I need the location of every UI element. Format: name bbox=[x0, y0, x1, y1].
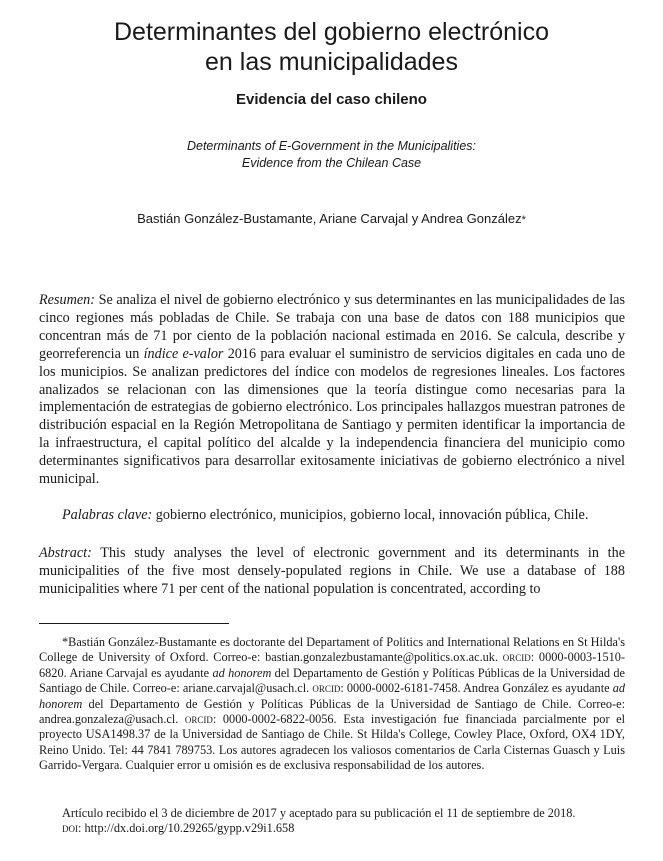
author-footnote-mark: * bbox=[521, 214, 526, 226]
ad-honorem-2: ad honorem bbox=[39, 681, 625, 711]
resumen-text-2: 2016 para evaluar el suministro de servicios digitales en cada uno de los municipios. Se analizan predictores del índice con modelos de regresiones lineales. Los factores analizados se relacionan con las dimensiones que la teoría distingue como necesarias para la implementación de estrategias de gobierno electrónico. Los principales hallazgos muestran patrones de distribución espacial en la Región Metropolitana de Santiago y permiten identificar la importancia de la infraestructura, el capital político del alcalde y la independencia financiera del municipio como determinantes significativos para desarrollar exitosamente iniciativas de gobierno electrónico a nivel municipal. bbox=[39, 345, 626, 488]
orcid-label-1: orcid bbox=[502, 650, 531, 665]
ad-honorem-1: ad honorem bbox=[212, 665, 272, 680]
english-title-line-2: Evidence from the Chilean Case bbox=[241, 156, 422, 170]
resumen-emphasis: índice e-valor bbox=[143, 345, 224, 362]
author-list bbox=[20, 211, 643, 228]
footnote-part-6: : 0000-0002-6822-0056. Esta investigación fue financiada parcialmente por el proyecto USA1498.37 de la Universidad de Santiago de Chile. St Hilda's College, Cowley Place, Oxford, OX4 1DY, Reino Unido. Tel: 44 7841 789753. Los autores agradecen los valiosos comentarios de Carla Cisternas Guasch y Luis Garrido-Vergara. Cualquier error u omisión es de exclusiva responsabilidad de los autores. bbox=[39, 712, 625, 773]
footnote-part-5: del Departamento de Gestión y Políticas Públicas de la Universidad de Santiago de Chile. Correo-e: andrea.gonzaleza@usach.cl. bbox=[39, 696, 625, 727]
resumen-label: Resumen: bbox=[39, 292, 95, 308]
article-title-line-2: en las municipalidades bbox=[205, 48, 458, 76]
received-text: Artículo recibido el 3 de diciembre de 2017 y aceptado para su publicación el 11 de septiembre de 2018. bbox=[62, 806, 576, 820]
resumen-text-1: Se analiza el nivel de gobierno electrónico y sus determinantes en las municipalidades de las cinco regiones más pobladas de Chile. Se trabaja con una base de datos con 188 municipios que concentran más de 71 por ciento de la población nacional estimada en 2016. Se calcula, describe y georreferencia un bbox=[39, 292, 625, 362]
palabras-clave-paragraph bbox=[39, 507, 625, 525]
palabras-clave-label: Palabras clave: bbox=[62, 507, 153, 523]
english-title-line-1: Determinants of E-Government in the Municipalities: bbox=[186, 139, 476, 153]
author-footnote bbox=[39, 635, 625, 774]
abstract-paragraph bbox=[39, 545, 625, 599]
footnote-part-2: : 0000-0003-1510-6820. Ariane Carvajal es ayudante bbox=[39, 650, 625, 680]
abstract-label: Abstract: bbox=[39, 545, 92, 561]
footnote-divider bbox=[39, 623, 229, 624]
article-title-line-1: Determinantes del gobierno electrónico bbox=[114, 18, 549, 46]
received-note bbox=[39, 806, 625, 837]
palabras-clave-text: gobierno electrónico, municipios, gobierno local, innovación pública, Chile. bbox=[152, 507, 589, 523]
doi-line bbox=[39, 821, 625, 836]
footnote-part-4: : 0000-0002-6181-7458. Andrea González es ayudante bbox=[340, 681, 613, 696]
doi-label: doi bbox=[62, 821, 78, 836]
resumen-paragraph bbox=[39, 292, 625, 489]
footnote-part-1: *Bastián González-Bustamante es doctorante del Departament of Politics and International Relations en St Hilda's College de University of Oxford. Correo-e: bastian.gonzalezbustamante@politics.ox.ac.uk. bbox=[39, 635, 625, 665]
article-subtitle: Evidencia del caso chileno bbox=[236, 91, 427, 108]
author-names: Bastián González-Bustamante, Ariane Carvajal y Andrea González bbox=[137, 211, 522, 226]
orcid-label-3: orcid bbox=[184, 712, 213, 727]
abstract-text: This study analyses the level of electronic government and its determinants in the municipalities of the five most densely-populated regions in Chile. We use a database of 188 municipalities where 71 per cent of the national population is concentrated, according to bbox=[39, 545, 625, 597]
footnote-part-3: del Departamento de Gestión y Políticas Públicas de la Universidad de Santiago de Chile. Correo-e: ariane.carvajal@usach.cl. bbox=[39, 665, 625, 696]
orcid-label-2: orcid bbox=[312, 681, 341, 696]
doi-link[interactable]: : http://dx.doi.org/10.29265/gypp.v29i1.658 bbox=[78, 821, 295, 836]
